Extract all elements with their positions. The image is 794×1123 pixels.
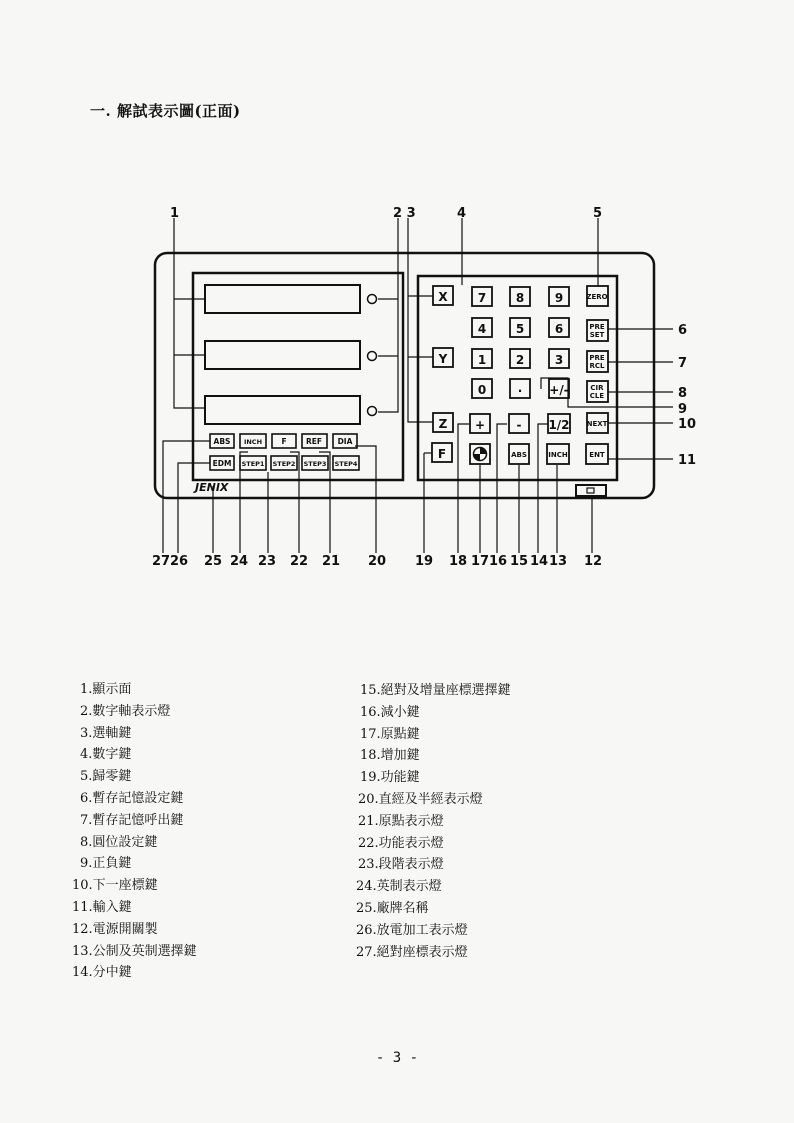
legend-item: 13.公制及英制選擇鍵 bbox=[72, 943, 197, 959]
svg-text:1: 1 bbox=[477, 353, 487, 367]
legend-right bbox=[352, 680, 511, 963]
svg-text:20: 20 bbox=[368, 554, 387, 569]
legend-item: 1.顯示面 bbox=[80, 682, 132, 697]
svg-text:8: 8 bbox=[678, 386, 688, 401]
legend-item: 9.正負鍵 bbox=[80, 856, 132, 872]
svg-text:6: 6 bbox=[678, 323, 688, 338]
svg-text:NEXT: NEXT bbox=[586, 420, 608, 428]
svg-text:27: 27 bbox=[152, 554, 171, 569]
legend-item: 14.分中鍵 bbox=[72, 965, 132, 981]
legend-item: 8.圓位設定鍵 bbox=[80, 834, 158, 850]
legend-item: 11.輸入鍵 bbox=[72, 899, 132, 915]
svg-text:REF: REF bbox=[305, 437, 323, 446]
display-window-z bbox=[205, 396, 360, 424]
svg-text:4: 4 bbox=[457, 206, 467, 221]
svg-text:5: 5 bbox=[593, 206, 603, 221]
svg-text:26: 26 bbox=[170, 554, 189, 569]
legend-item: 10.下一座標鍵 bbox=[72, 878, 158, 894]
svg-text:ABS: ABS bbox=[213, 437, 231, 446]
svg-text:STEP1: STEP1 bbox=[241, 460, 265, 468]
svg-text:SET: SET bbox=[589, 331, 605, 339]
svg-text:X: X bbox=[438, 290, 448, 304]
svg-text:22: 22 bbox=[290, 554, 309, 569]
power-switch-knob bbox=[587, 488, 594, 493]
svg-text:Y: Y bbox=[438, 352, 448, 366]
legend-item: 21.原點表示燈 bbox=[358, 813, 444, 829]
svg-text:-: - bbox=[516, 418, 522, 432]
svg-text:ZERO: ZERO bbox=[586, 293, 608, 301]
legend-item: 22.功能表示燈 bbox=[358, 835, 444, 851]
svg-text:19: 19 bbox=[415, 554, 434, 569]
svg-text:7: 7 bbox=[678, 356, 688, 371]
legend-item: 7.暫存記憶呼出鍵 bbox=[80, 812, 184, 828]
svg-text:15: 15 bbox=[510, 554, 529, 569]
page-number: - 3 - bbox=[375, 1050, 419, 1066]
svg-text:16: 16 bbox=[489, 554, 508, 569]
svg-text:3: 3 bbox=[554, 353, 564, 367]
svg-text:INCH: INCH bbox=[548, 451, 568, 459]
legend-item: 2.數字軸表示燈 bbox=[80, 703, 171, 719]
display-window-y bbox=[205, 341, 360, 369]
svg-text:ABS: ABS bbox=[511, 451, 527, 459]
origin-icon bbox=[474, 448, 487, 461]
svg-text:14: 14 bbox=[530, 554, 549, 569]
legend-item: 16.減小鍵 bbox=[360, 704, 420, 720]
svg-text:2 3: 2 3 bbox=[393, 206, 416, 221]
svg-text:STEP3: STEP3 bbox=[303, 460, 327, 468]
legend-item: 18.增加鍵 bbox=[360, 748, 420, 764]
svg-text:CLE: CLE bbox=[589, 392, 605, 400]
svg-text:9: 9 bbox=[678, 402, 688, 417]
legend-item: 26.放電加工表示燈 bbox=[356, 922, 468, 938]
svg-text:STEP2: STEP2 bbox=[272, 460, 296, 468]
legend-item: 12.電源開關製 bbox=[72, 921, 158, 937]
svg-text:0: 0 bbox=[477, 383, 487, 397]
legend-item: 6.暫存記憶設定鍵 bbox=[80, 790, 184, 806]
axis-lamp-y bbox=[368, 352, 377, 361]
svg-text:4: 4 bbox=[477, 322, 487, 336]
svg-text:PRE: PRE bbox=[589, 323, 605, 331]
legend-item: 27.絕對座標表示燈 bbox=[356, 944, 468, 960]
legend-item: 20.直經及半經表示燈 bbox=[358, 791, 483, 807]
svg-text:1: 1 bbox=[170, 206, 180, 221]
svg-text:+/-: +/- bbox=[549, 383, 569, 397]
brand-name: JENIX bbox=[195, 481, 229, 494]
svg-text:+: + bbox=[474, 418, 486, 432]
svg-text:RCL: RCL bbox=[589, 362, 605, 370]
legend-item: 25.廠牌名稱 bbox=[356, 900, 429, 916]
svg-text:F: F bbox=[437, 447, 447, 461]
svg-text:9: 9 bbox=[554, 291, 564, 305]
svg-text:STEP4: STEP4 bbox=[334, 460, 358, 468]
svg-text:17: 17 bbox=[471, 554, 490, 569]
svg-text:2: 2 bbox=[515, 353, 525, 367]
legend-item: 4.數字鍵 bbox=[80, 747, 132, 763]
legend-item: 23.段階表示燈 bbox=[358, 857, 444, 873]
svg-text:23: 23 bbox=[258, 554, 277, 569]
legend-item: 15.絕對及增量座標選擇鍵 bbox=[360, 683, 511, 698]
svg-text:.: . bbox=[517, 381, 523, 395]
legend-item: 17.原點鍵 bbox=[360, 726, 420, 742]
svg-text:7: 7 bbox=[477, 291, 487, 305]
svg-text:11: 11 bbox=[678, 453, 697, 468]
svg-text:5: 5 bbox=[515, 322, 525, 336]
svg-text:10: 10 bbox=[678, 417, 697, 432]
svg-text:1/2: 1/2 bbox=[548, 418, 570, 432]
legend-item: 24.英制表示燈 bbox=[356, 879, 442, 895]
svg-text:INCH: INCH bbox=[243, 438, 263, 446]
section-heading: 一. 解試表示圖(正面) bbox=[90, 102, 241, 120]
svg-text:DIA: DIA bbox=[337, 437, 353, 446]
power-switch bbox=[576, 485, 606, 496]
display-window-x bbox=[205, 285, 360, 313]
axis-lamp-x bbox=[368, 295, 377, 304]
svg-text:6: 6 bbox=[554, 322, 564, 336]
svg-text:8: 8 bbox=[515, 291, 525, 305]
svg-text:12: 12 bbox=[584, 554, 603, 569]
svg-text:EDM: EDM bbox=[212, 459, 232, 468]
legend-item: 19.功能鍵 bbox=[360, 770, 420, 786]
axis-lamp-z bbox=[368, 407, 377, 416]
legend-left bbox=[66, 679, 197, 984]
svg-text:Z: Z bbox=[438, 417, 448, 431]
svg-text:13: 13 bbox=[549, 554, 568, 569]
svg-text:24: 24 bbox=[230, 554, 249, 569]
svg-text:25: 25 bbox=[204, 554, 223, 569]
svg-text:F: F bbox=[281, 437, 287, 446]
svg-text:CIR: CIR bbox=[590, 384, 604, 392]
svg-text:21: 21 bbox=[322, 554, 341, 569]
svg-text:18: 18 bbox=[449, 554, 468, 569]
svg-text:ENT: ENT bbox=[589, 451, 605, 459]
legend-item: 5.歸零鍵 bbox=[80, 769, 132, 785]
legend-item: 3.選軸鍵 bbox=[80, 725, 132, 741]
svg-text:PRE: PRE bbox=[589, 354, 605, 362]
